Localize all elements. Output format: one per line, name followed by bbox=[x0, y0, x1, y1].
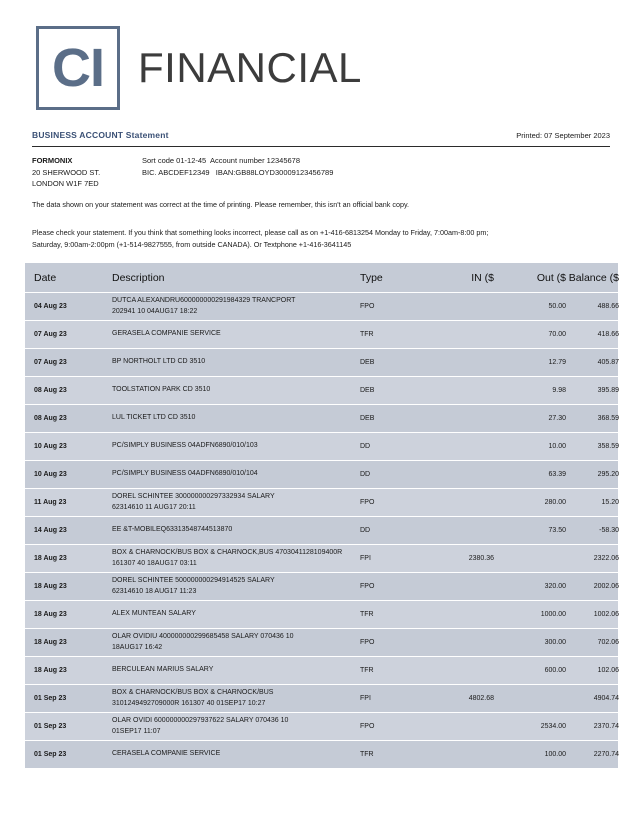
cell-description bbox=[110, 296, 360, 317]
table-row bbox=[25, 629, 618, 657]
cell-date: 07 Aug 23 bbox=[34, 331, 67, 338]
cell-balance: 1002.06 bbox=[593, 611, 619, 618]
description-line-2: 18AUG17 16:42 bbox=[112, 643, 163, 651]
cell-date: 18 Aug 23 bbox=[34, 583, 67, 590]
table-row bbox=[25, 433, 618, 461]
account-details bbox=[32, 155, 610, 190]
cell-date: 18 Aug 23 bbox=[34, 639, 67, 646]
cell-type: FPO bbox=[360, 499, 375, 506]
cell-balance: 15.20 bbox=[601, 499, 619, 506]
description-line-1: EE &T-MOBILEQ63313548744513870 bbox=[112, 526, 233, 534]
cell-description bbox=[110, 688, 360, 709]
table-header-row bbox=[25, 263, 618, 293]
cell-balance: 368.59 bbox=[597, 415, 619, 422]
table-row bbox=[25, 601, 618, 629]
cell-balance: 395.89 bbox=[597, 387, 619, 394]
column-header-type: Type bbox=[360, 271, 383, 284]
column-header-balance: Balance ($ bbox=[568, 271, 619, 284]
cell-out: 320.00 bbox=[544, 583, 566, 590]
description-line-2: 62314610 18 AUG17 11:23 bbox=[112, 587, 197, 595]
header-divider bbox=[32, 146, 610, 147]
description-line-1: DOREL SCHINTEE 300000000297332934 SALARY bbox=[112, 493, 275, 500]
cell-date: 07 Aug 23 bbox=[34, 359, 67, 366]
cell-date: 01 Sep 23 bbox=[34, 723, 67, 730]
description-line-1: PC/SIMPLY BUSINESS 04ADFN6890/010/103 bbox=[112, 442, 258, 450]
cell-out: 50.00 bbox=[548, 303, 566, 310]
statement-title-row bbox=[32, 130, 610, 140]
description-line-1: CERASELA COMPANIE SERVICE bbox=[112, 750, 221, 758]
description-line-1: ALEX MUNTEAN SALARY bbox=[112, 610, 196, 618]
table-row bbox=[25, 349, 618, 377]
cell-out: 280.00 bbox=[544, 499, 566, 506]
column-header-in: IN ($ bbox=[471, 271, 494, 284]
cell-out: 27.30 bbox=[548, 415, 566, 422]
description-line-1: BERCULEAN MARIUS SALARY bbox=[112, 666, 214, 674]
description-line-1: BOX & CHARNOCK/BUS BOX & CHARNOCK,BUS 4703041128109400R bbox=[112, 549, 343, 556]
cell-type: TFR bbox=[360, 331, 374, 338]
cell-date: 11 Aug 23 bbox=[34, 499, 67, 506]
description-line-1: LUL TICKET LTD CD 3510 bbox=[112, 414, 196, 422]
cell-type: FPI bbox=[360, 555, 371, 562]
table-row bbox=[25, 657, 618, 685]
cell-balance: 2002.06 bbox=[593, 583, 619, 590]
cell-description bbox=[110, 716, 360, 737]
brand-wordmark: FINANCIAL bbox=[138, 44, 362, 91]
cell-description bbox=[110, 548, 360, 569]
table-row bbox=[25, 489, 618, 517]
table-row bbox=[25, 713, 618, 741]
description-line-1: BOX & CHARNOCK/BUS BOX & CHARNOCK/BUS bbox=[112, 689, 274, 696]
cell-type: DD bbox=[360, 443, 371, 450]
cell-out: 63.39 bbox=[548, 471, 566, 478]
cell-description bbox=[110, 441, 360, 452]
table-row bbox=[25, 321, 618, 349]
cell-balance: 358.59 bbox=[597, 443, 619, 450]
table-row bbox=[25, 293, 618, 321]
cell-description bbox=[110, 357, 360, 368]
account-holder-block bbox=[32, 155, 142, 190]
cell-description bbox=[110, 665, 360, 676]
cell-balance: 405.87 bbox=[597, 359, 619, 366]
cell-balance: 702.06 bbox=[597, 639, 619, 646]
ci-logo-mark-icon bbox=[36, 26, 120, 110]
cell-out: 100.00 bbox=[544, 751, 566, 758]
table-row bbox=[25, 573, 618, 601]
cell-date: 18 Aug 23 bbox=[34, 667, 67, 674]
brand-logo bbox=[36, 26, 362, 110]
table-row bbox=[25, 517, 618, 545]
page-title: BUSINESS ACCOUNT Statement bbox=[32, 130, 169, 140]
cell-balance: 295.20 bbox=[597, 471, 619, 478]
cell-date: 10 Aug 23 bbox=[34, 443, 67, 450]
cell-date: 01 Sep 23 bbox=[34, 695, 67, 702]
account-numbers-block bbox=[142, 155, 610, 190]
cell-description bbox=[110, 413, 360, 424]
table-row bbox=[25, 377, 618, 405]
description-line-1: OLAR OVIDIU 400000000299685458 SALARY 070436 10 bbox=[112, 633, 294, 640]
cell-date: 04 Aug 23 bbox=[34, 303, 67, 310]
cell-type: FPO bbox=[360, 723, 375, 730]
cell-type: FPO bbox=[360, 303, 375, 310]
cell-date: 18 Aug 23 bbox=[34, 555, 67, 562]
cell-description bbox=[110, 609, 360, 620]
cell-out: 73.50 bbox=[548, 527, 566, 534]
cell-date: 08 Aug 23 bbox=[34, 415, 67, 422]
table-row bbox=[25, 685, 618, 713]
description-line-1: TOOLSTATION PARK CD 3510 bbox=[112, 386, 211, 394]
table-row bbox=[25, 405, 618, 433]
cell-type: FPO bbox=[360, 639, 375, 646]
column-header-description: Description bbox=[112, 271, 165, 284]
description-line-1: PC/SIMPLY BUSINESS 04ADFN6890/010/104 bbox=[112, 470, 258, 478]
account-address-line-2: LONDON W1F 7ED bbox=[32, 179, 99, 189]
cell-type: DEB bbox=[360, 359, 375, 366]
cell-date: 10 Aug 23 bbox=[34, 471, 67, 478]
cell-date: 01 Sep 23 bbox=[34, 751, 67, 758]
cell-description bbox=[110, 469, 360, 480]
cell-out: 12.79 bbox=[548, 359, 566, 366]
cell-date: 08 Aug 23 bbox=[34, 387, 67, 394]
description-line-1: GERASELA COMPANIE SERVICE bbox=[112, 330, 221, 338]
cell-description bbox=[110, 385, 360, 396]
cell-description bbox=[110, 525, 360, 536]
cell-out: 9.98 bbox=[552, 387, 566, 394]
description-line-2: 01SEP17 11:07 bbox=[112, 727, 161, 735]
printed-date: Printed: 07 September 2023 bbox=[516, 131, 610, 140]
description-line-2: 202941 10 04AUG17 18:22 bbox=[112, 307, 198, 315]
cell-in: 2380.36 bbox=[468, 555, 494, 562]
cell-type: FPO bbox=[360, 583, 375, 590]
cell-balance: 4904.74 bbox=[593, 695, 619, 702]
description-line-1: OLAR OVIDI 600000000297937622 SALARY 070436 10 bbox=[112, 717, 289, 724]
cell-out: 1000.00 bbox=[540, 611, 566, 618]
cell-balance: 418.66 bbox=[597, 331, 619, 338]
ci-logo-text: CI bbox=[52, 38, 104, 98]
cell-balance: -58.30 bbox=[599, 527, 619, 534]
cell-type: TFR bbox=[360, 611, 374, 618]
table-row bbox=[25, 741, 618, 769]
cell-out: 10.00 bbox=[548, 443, 566, 450]
cell-description bbox=[110, 576, 360, 597]
description-line-2: 62314610 11 AUG17 20:11 bbox=[112, 503, 196, 511]
cell-description bbox=[110, 329, 360, 340]
transactions-table bbox=[25, 263, 618, 769]
cell-description bbox=[110, 492, 360, 513]
cell-balance: 2370.74 bbox=[593, 723, 619, 730]
cell-type: DD bbox=[360, 471, 371, 478]
cell-out: 300.00 bbox=[544, 639, 566, 646]
cell-out: 600.00 bbox=[544, 667, 566, 674]
cell-in: 4802.68 bbox=[468, 695, 494, 702]
sort-code-and-account-number: Sort code 01-12-45 Account number 12345678 bbox=[142, 156, 301, 165]
bic-and-iban: BIC. ABCDEF12349 IBAN:GB88LOYD30009123456789 bbox=[142, 167, 334, 177]
description-line-1: BP NORTHOLT LTD CD 3510 bbox=[112, 358, 206, 366]
table-row bbox=[25, 545, 618, 573]
cell-date: 18 Aug 23 bbox=[34, 611, 67, 618]
description-line-1: DOREL SCHINTEE 500000000294914525 SALARY bbox=[112, 577, 275, 584]
table-row bbox=[25, 461, 618, 489]
cell-type: TFR bbox=[360, 667, 374, 674]
cell-type: DD bbox=[360, 527, 371, 534]
cell-date: 14 Aug 23 bbox=[34, 527, 67, 534]
description-line-1: DUTCA ALEXANDRU600000000291984329 TRANCPORT bbox=[112, 297, 296, 304]
cell-balance: 2270.74 bbox=[593, 751, 619, 758]
cell-type: TFR bbox=[360, 751, 374, 758]
notice-contact-support: Please check your statement. If you think that something looks incorrect, please call as on +1-416-6813254 Monday to Friday, 7:00am-8:00 pm; Saturday, 9:00am-2:00pm (+1-514-9827555, from outside CANADA). Or Textphone +1-416-3641145 bbox=[32, 228, 489, 249]
cell-balance: 102.06 bbox=[597, 667, 619, 674]
cell-type: FPI bbox=[360, 695, 371, 702]
cell-type: DEB bbox=[360, 415, 375, 422]
cell-balance: 488.66 bbox=[597, 303, 619, 310]
cell-out: 70.00 bbox=[548, 331, 566, 338]
notice-print-accuracy: The data shown on your statement was correct at the time of printing. Please remember, this isn't an official bank copy. bbox=[32, 200, 410, 209]
description-line-2: 161307 40 18AUG17 03:11 bbox=[112, 559, 197, 567]
account-holder-name: FORMONIX bbox=[32, 156, 73, 165]
account-address-line-1: 20 SHERWOOD ST. bbox=[32, 167, 101, 177]
column-header-out: Out ($ bbox=[536, 271, 566, 284]
table-body bbox=[25, 293, 618, 769]
cell-type: DEB bbox=[360, 387, 375, 394]
cell-description bbox=[110, 749, 360, 760]
description-line-2: 3101249492709000R 161307 40 01SEP17 10:27 bbox=[112, 699, 266, 707]
cell-balance: 2322.06 bbox=[593, 555, 619, 562]
column-header-date: Date bbox=[34, 271, 57, 284]
cell-out: 2534.00 bbox=[540, 723, 566, 730]
cell-description bbox=[110, 632, 360, 653]
